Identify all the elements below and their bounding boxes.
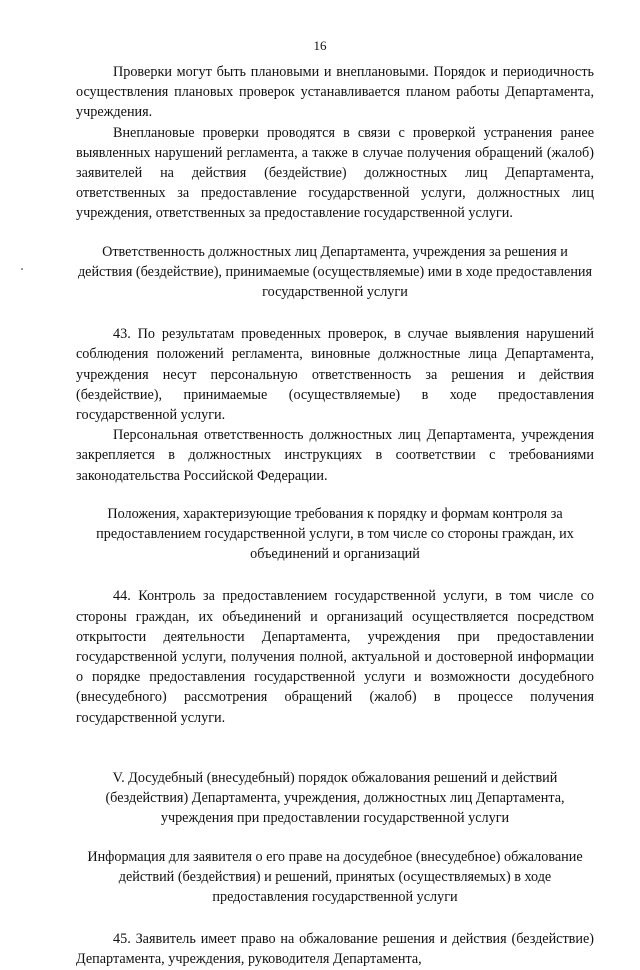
paragraph-inspections: Проверки могут быть плановыми и внеплановыми. Порядок и периодичность осуществления плановых проверок устанавливается планом работы Департамента, учреждения. xyxy=(76,64,594,121)
heading-control-provisions: Положения, характеризующие требования к порядку и формам контроля за предоставлением государственной услуги, в том числе со стороны граждан, их объединений и организаций xyxy=(96,505,574,563)
heading-section-v: V. Досудебный (внесудебный) порядок обжалования решений и действий (бездействия) Департамента, учреждения, должностных лиц Департамента, учреждения при предоставлении государственной услуги xyxy=(105,769,565,827)
paragraph-45: 45. Заявитель имеет право на обжалование решения и действия (бездействие) Департамента, учреждения, руководителя Департамента, xyxy=(76,931,594,968)
margin-mark xyxy=(21,268,23,270)
page-number: 16 xyxy=(313,38,327,53)
heading-appeal-information: Информация для заявителя о его праве на досудебное (внесудебное) обжалование действий (бездействия) и решений, принятых (осуществляемых) в ходе предоставления государственной услуги xyxy=(87,848,583,905)
heading-responsibility: Ответственность должностных лиц Департамента, учреждения за решения и действия (бездействие), принимаемые (осуществляемые) ими в ходе предоставления государственной услуги xyxy=(77,243,593,301)
paragraph-43: 43. По результатам проведенных проверок, в случае выявления нарушений соблюдения положений регламента, виновные должностные лица Департамента, учреждения несут персональную ответственность за решения и действия (бездействие), принимаемые (осуществляемые) в ходе предоставления государственной услуги. xyxy=(76,326,594,424)
paragraph-unscheduled-inspections: Внеплановые проверки проводятся в связи с проверкой устранения ранее выявленных нарушений регламента, а также в случае получения обращений (жалоб) заявителей на действия (бездействие) должностных лиц Департамента, ответственных за предоставление государственной услуги, должностных лиц учреждения, ответственных за предоставление государственной услуги. xyxy=(76,124,594,222)
document-body xyxy=(76,62,594,970)
paragraph-43-personal-responsibility: Персональная ответственность должностных лиц Департамента, учреждения закрепляется в должностных инструкциях в соответствии с требованиями законодательства Российской Федерации. xyxy=(76,427,594,484)
paragraph-44: 44. Контроль за предоставлением государственной услуги, в том числе со стороны граждан, их объединений и организаций осуществляется посредством открытости деятельности Департамента, учреждения при предоставлении государственной услуги, получения полной, актуальной и достоверной информации о порядке предоставления государственной услуги и возможности досудебного (внесудебного) рассмотрения обращений (жалоб) в процессе получения государственной услуги. xyxy=(76,588,594,726)
